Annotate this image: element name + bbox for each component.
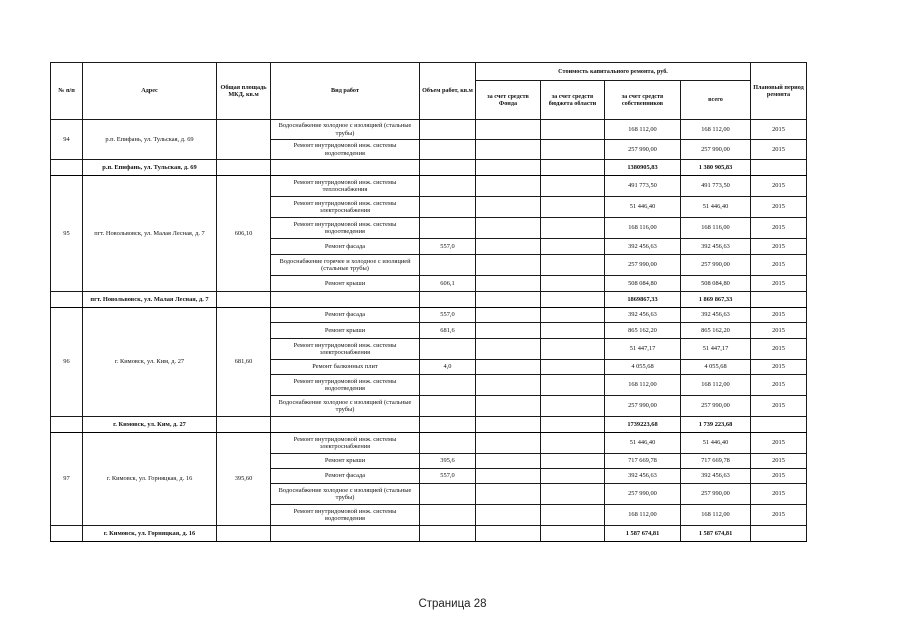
owners-cell: 168 116,00 xyxy=(605,218,681,239)
owners-cell: 392 456,63 xyxy=(605,239,681,255)
volume-cell: 557,0 xyxy=(420,469,476,484)
volume-cell xyxy=(420,255,476,276)
volume-cell: 395,6 xyxy=(420,454,476,469)
period-cell: 2015 xyxy=(751,396,807,417)
region-cell xyxy=(541,140,605,160)
subtotal-volume xyxy=(420,292,476,308)
volume-cell xyxy=(420,484,476,505)
period-cell: 2015 xyxy=(751,276,807,292)
subtotal-blank xyxy=(51,526,83,542)
subtotal-row xyxy=(51,292,807,308)
subtotal-period xyxy=(751,526,807,542)
fund-cell xyxy=(476,120,541,140)
subtotal-row xyxy=(51,417,807,433)
period-cell: 2015 xyxy=(751,339,807,360)
owners-cell: 392 456,63 xyxy=(605,308,681,323)
owners-cell: 51 447,17 xyxy=(605,339,681,360)
owners-cell: 168 112,00 xyxy=(605,505,681,526)
subtotal-work xyxy=(271,526,420,542)
work-type-cell: Ремонт внутридомовой инж. системы электроснабжения xyxy=(271,339,420,360)
subtotal-region xyxy=(541,160,605,176)
area-cell: 681,60 xyxy=(217,308,271,417)
subtotal-blank xyxy=(51,160,83,176)
repair-cost-table xyxy=(50,62,807,542)
volume-cell xyxy=(420,140,476,160)
fund-cell xyxy=(476,308,541,323)
subtotal-region xyxy=(541,417,605,433)
total-cell: 491 773,50 xyxy=(681,176,751,197)
work-type-cell: Ремонт фасада xyxy=(271,469,420,484)
region-cell xyxy=(541,505,605,526)
total-cell: 392 456,63 xyxy=(681,469,751,484)
region-cell xyxy=(541,375,605,396)
fund-cell xyxy=(476,218,541,239)
owners-cell: 491 773,50 xyxy=(605,176,681,197)
header-volume: Объем работ, кв.м xyxy=(420,63,476,120)
volume-cell: 557,0 xyxy=(420,308,476,323)
work-type-cell: Ремонт фасада xyxy=(271,308,420,323)
subtotal-period xyxy=(751,292,807,308)
subtotal-work xyxy=(271,292,420,308)
region-cell xyxy=(541,339,605,360)
total-cell: 168 112,00 xyxy=(681,375,751,396)
owners-cell: 257 990,00 xyxy=(605,255,681,276)
subtotal-volume xyxy=(420,160,476,176)
owners-cell: 168 112,00 xyxy=(605,375,681,396)
period-cell: 2015 xyxy=(751,308,807,323)
period-cell: 2015 xyxy=(751,375,807,396)
region-cell xyxy=(541,176,605,197)
table-row xyxy=(51,308,807,323)
subtotal-area xyxy=(217,526,271,542)
total-cell: 51 446,40 xyxy=(681,433,751,454)
work-type-cell: Ремонт фасада xyxy=(271,239,420,255)
total-cell: 392 456,63 xyxy=(681,308,751,323)
subtotal-total: 1 739 223,68 xyxy=(681,417,751,433)
region-cell xyxy=(541,218,605,239)
work-type-cell: Ремонт крыши xyxy=(271,276,420,292)
region-cell xyxy=(541,323,605,339)
subtotal-address: р.п. Епифань, ул. Тульская, д. 69 xyxy=(83,160,217,176)
address-cell: пгт. Новольвовск, ул. Малая Лесная, д. 7 xyxy=(83,176,217,292)
total-cell: 4 055,68 xyxy=(681,360,751,375)
subtotal-blank xyxy=(51,292,83,308)
total-cell: 508 084,80 xyxy=(681,276,751,292)
total-cell: 257 990,00 xyxy=(681,255,751,276)
volume-cell: 681,6 xyxy=(420,323,476,339)
region-cell xyxy=(541,308,605,323)
subtotal-row xyxy=(51,160,807,176)
volume-cell xyxy=(420,433,476,454)
volume-cell xyxy=(420,339,476,360)
work-type-cell: Водоснабжение холодное с изоляцией (стальные трубы) xyxy=(271,396,420,417)
header-work-type: Вид работ xyxy=(271,63,420,120)
table-body xyxy=(51,63,807,542)
total-cell: 865 162,20 xyxy=(681,323,751,339)
subtotal-work xyxy=(271,417,420,433)
fund-cell xyxy=(476,433,541,454)
fund-cell xyxy=(476,469,541,484)
volume-cell xyxy=(420,396,476,417)
work-type-cell: Ремонт крыши xyxy=(271,323,420,339)
total-cell: 257 990,00 xyxy=(681,484,751,505)
area-cell: 395,60 xyxy=(217,433,271,526)
region-cell xyxy=(541,276,605,292)
fund-cell xyxy=(476,396,541,417)
volume-cell: 557,0 xyxy=(420,239,476,255)
fund-cell xyxy=(476,176,541,197)
total-cell: 257 990,00 xyxy=(681,396,751,417)
owners-cell: 168 112,00 xyxy=(605,120,681,140)
header-address: Адрес xyxy=(83,63,217,120)
total-cell: 257 990,00 xyxy=(681,140,751,160)
volume-cell xyxy=(420,120,476,140)
work-type-cell: Ремонт внутридомовой инж. системы водоотведения xyxy=(271,218,420,239)
work-type-cell: Ремонт внутридомовой инж. системы водоотведения xyxy=(271,505,420,526)
row-number: 95 xyxy=(51,176,83,292)
period-cell: 2015 xyxy=(751,140,807,160)
address-cell: р.п. Епифань, ул. Тульская, д. 69 xyxy=(83,120,217,160)
volume-cell xyxy=(420,505,476,526)
work-type-cell: Ремонт внутридомовой инж. системы теплоснабжения xyxy=(271,176,420,197)
fund-cell xyxy=(476,276,541,292)
header-area: Общая площадь МКД, кв.м xyxy=(217,63,271,120)
total-cell: 168 116,00 xyxy=(681,218,751,239)
header-cost-group: Стоимость капитального ремонта, руб. xyxy=(476,63,751,81)
fund-cell xyxy=(476,339,541,360)
header-period: Плановый период ремонта xyxy=(751,63,807,120)
header-fund: за счет средств Фонда xyxy=(476,81,541,120)
fund-cell xyxy=(476,255,541,276)
subtotal-owners: 1 587 674,81 xyxy=(605,526,681,542)
owners-cell: 4 055,68 xyxy=(605,360,681,375)
work-type-cell: Ремонт внутридомовой инж. системы электроснабжения xyxy=(271,433,420,454)
fund-cell xyxy=(476,197,541,218)
work-type-cell: Ремонт внутридомовой инж. системы водоотведения xyxy=(271,375,420,396)
period-cell: 2015 xyxy=(751,360,807,375)
row-number: 96 xyxy=(51,308,83,417)
header-region: за счет средств бюджета области xyxy=(541,81,605,120)
subtotal-owners: 1869867,33 xyxy=(605,292,681,308)
period-cell: 2015 xyxy=(751,197,807,218)
total-cell: 392 456,63 xyxy=(681,239,751,255)
fund-cell xyxy=(476,323,541,339)
region-cell xyxy=(541,197,605,218)
region-cell xyxy=(541,396,605,417)
header-num: № п/п xyxy=(51,63,83,120)
fund-cell xyxy=(476,360,541,375)
work-type-cell: Водоснабжение холодное с изоляцией (стальные трубы) xyxy=(271,484,420,505)
volume-cell xyxy=(420,197,476,218)
subtotal-area xyxy=(217,292,271,308)
subtotal-fund xyxy=(476,417,541,433)
subtotal-volume xyxy=(420,417,476,433)
region-cell xyxy=(541,454,605,469)
period-cell: 2015 xyxy=(751,433,807,454)
area-cell xyxy=(217,120,271,160)
subtotal-area xyxy=(217,160,271,176)
total-cell: 51 447,17 xyxy=(681,339,751,360)
work-type-cell: Водоснабжение горячее и холодное с изоляцией (стальные трубы) xyxy=(271,255,420,276)
fund-cell xyxy=(476,239,541,255)
table-row xyxy=(51,176,807,197)
region-cell xyxy=(541,469,605,484)
total-cell: 717 669,78 xyxy=(681,454,751,469)
volume-cell xyxy=(420,375,476,396)
address-cell: г. Кимовск, ул. Горняцкая, д. 16 xyxy=(83,433,217,526)
period-cell: 2015 xyxy=(751,176,807,197)
subtotal-address: пгт. Новольвовск, ул. Малая Лесная, д. 7 xyxy=(83,292,217,308)
subtotal-volume xyxy=(420,526,476,542)
owners-cell: 508 084,80 xyxy=(605,276,681,292)
period-cell: 2015 xyxy=(751,454,807,469)
work-type-cell: Ремонт крыши xyxy=(271,454,420,469)
subtotal-blank xyxy=(51,417,83,433)
region-cell xyxy=(541,120,605,140)
fund-cell xyxy=(476,505,541,526)
area-cell: 606,10 xyxy=(217,176,271,292)
owners-cell: 257 990,00 xyxy=(605,140,681,160)
period-cell: 2015 xyxy=(751,469,807,484)
header-total: всего xyxy=(681,81,751,120)
total-cell: 168 112,00 xyxy=(681,505,751,526)
row-number: 97 xyxy=(51,433,83,526)
work-type-cell: Водоснабжение холодное с изоляцией (стальные трубы) xyxy=(271,120,420,140)
owners-cell: 257 990,00 xyxy=(605,484,681,505)
subtotal-period xyxy=(751,160,807,176)
owners-cell: 717 669,78 xyxy=(605,454,681,469)
region-cell xyxy=(541,255,605,276)
work-type-cell: Ремонт балконных плит xyxy=(271,360,420,375)
total-cell: 51 446,40 xyxy=(681,197,751,218)
period-cell: 2015 xyxy=(751,239,807,255)
region-cell xyxy=(541,239,605,255)
subtotal-total: 1 587 674,81 xyxy=(681,526,751,542)
total-cell: 168 112,00 xyxy=(681,120,751,140)
owners-cell: 51 446,40 xyxy=(605,197,681,218)
region-cell xyxy=(541,484,605,505)
row-number: 94 xyxy=(51,120,83,160)
subtotal-owners: 1380905,83 xyxy=(605,160,681,176)
fund-cell xyxy=(476,454,541,469)
work-type-cell: Ремонт внутридомовой инж. системы водоотведения xyxy=(271,140,420,160)
period-cell: 2015 xyxy=(751,218,807,239)
table-row xyxy=(51,433,807,454)
repair-table-container xyxy=(50,62,807,542)
region-cell xyxy=(541,433,605,454)
fund-cell xyxy=(476,375,541,396)
subtotal-fund xyxy=(476,526,541,542)
volume-cell: 4,0 xyxy=(420,360,476,375)
period-cell: 2015 xyxy=(751,484,807,505)
subtotal-row xyxy=(51,526,807,542)
header-owners: за счет средств собственников xyxy=(605,81,681,120)
subtotal-owners: 1739223,68 xyxy=(605,417,681,433)
owners-cell: 392 456,63 xyxy=(605,469,681,484)
owners-cell: 865 162,20 xyxy=(605,323,681,339)
period-cell: 2015 xyxy=(751,120,807,140)
volume-cell: 606,1 xyxy=(420,276,476,292)
subtotal-region xyxy=(541,292,605,308)
subtotal-total: 1 380 905,83 xyxy=(681,160,751,176)
subtotal-period xyxy=(751,417,807,433)
volume-cell xyxy=(420,218,476,239)
subtotal-address: г. Кимовск, ул. Горняцкая, д. 16 xyxy=(83,526,217,542)
fund-cell xyxy=(476,484,541,505)
period-cell: 2015 xyxy=(751,505,807,526)
table-row xyxy=(51,120,807,140)
owners-cell: 257 990,00 xyxy=(605,396,681,417)
work-type-cell: Ремонт внутридомовой инж. системы электроснабжения xyxy=(271,197,420,218)
subtotal-address: г. Кимовск, ул. Ким, д. 27 xyxy=(83,417,217,433)
subtotal-work xyxy=(271,160,420,176)
subtotal-region xyxy=(541,526,605,542)
address-cell: г. Кимовск, ул. Ким, д. 27 xyxy=(83,308,217,417)
subtotal-area xyxy=(217,417,271,433)
period-cell: 2015 xyxy=(751,255,807,276)
header-row-1 xyxy=(51,63,807,81)
volume-cell xyxy=(420,176,476,197)
region-cell xyxy=(541,360,605,375)
subtotal-total: 1 869 867,33 xyxy=(681,292,751,308)
subtotal-fund xyxy=(476,160,541,176)
owners-cell: 51 446,40 xyxy=(605,433,681,454)
fund-cell xyxy=(476,140,541,160)
page-number: Страница 28 xyxy=(418,598,487,610)
subtotal-fund xyxy=(476,292,541,308)
period-cell: 2015 xyxy=(751,323,807,339)
